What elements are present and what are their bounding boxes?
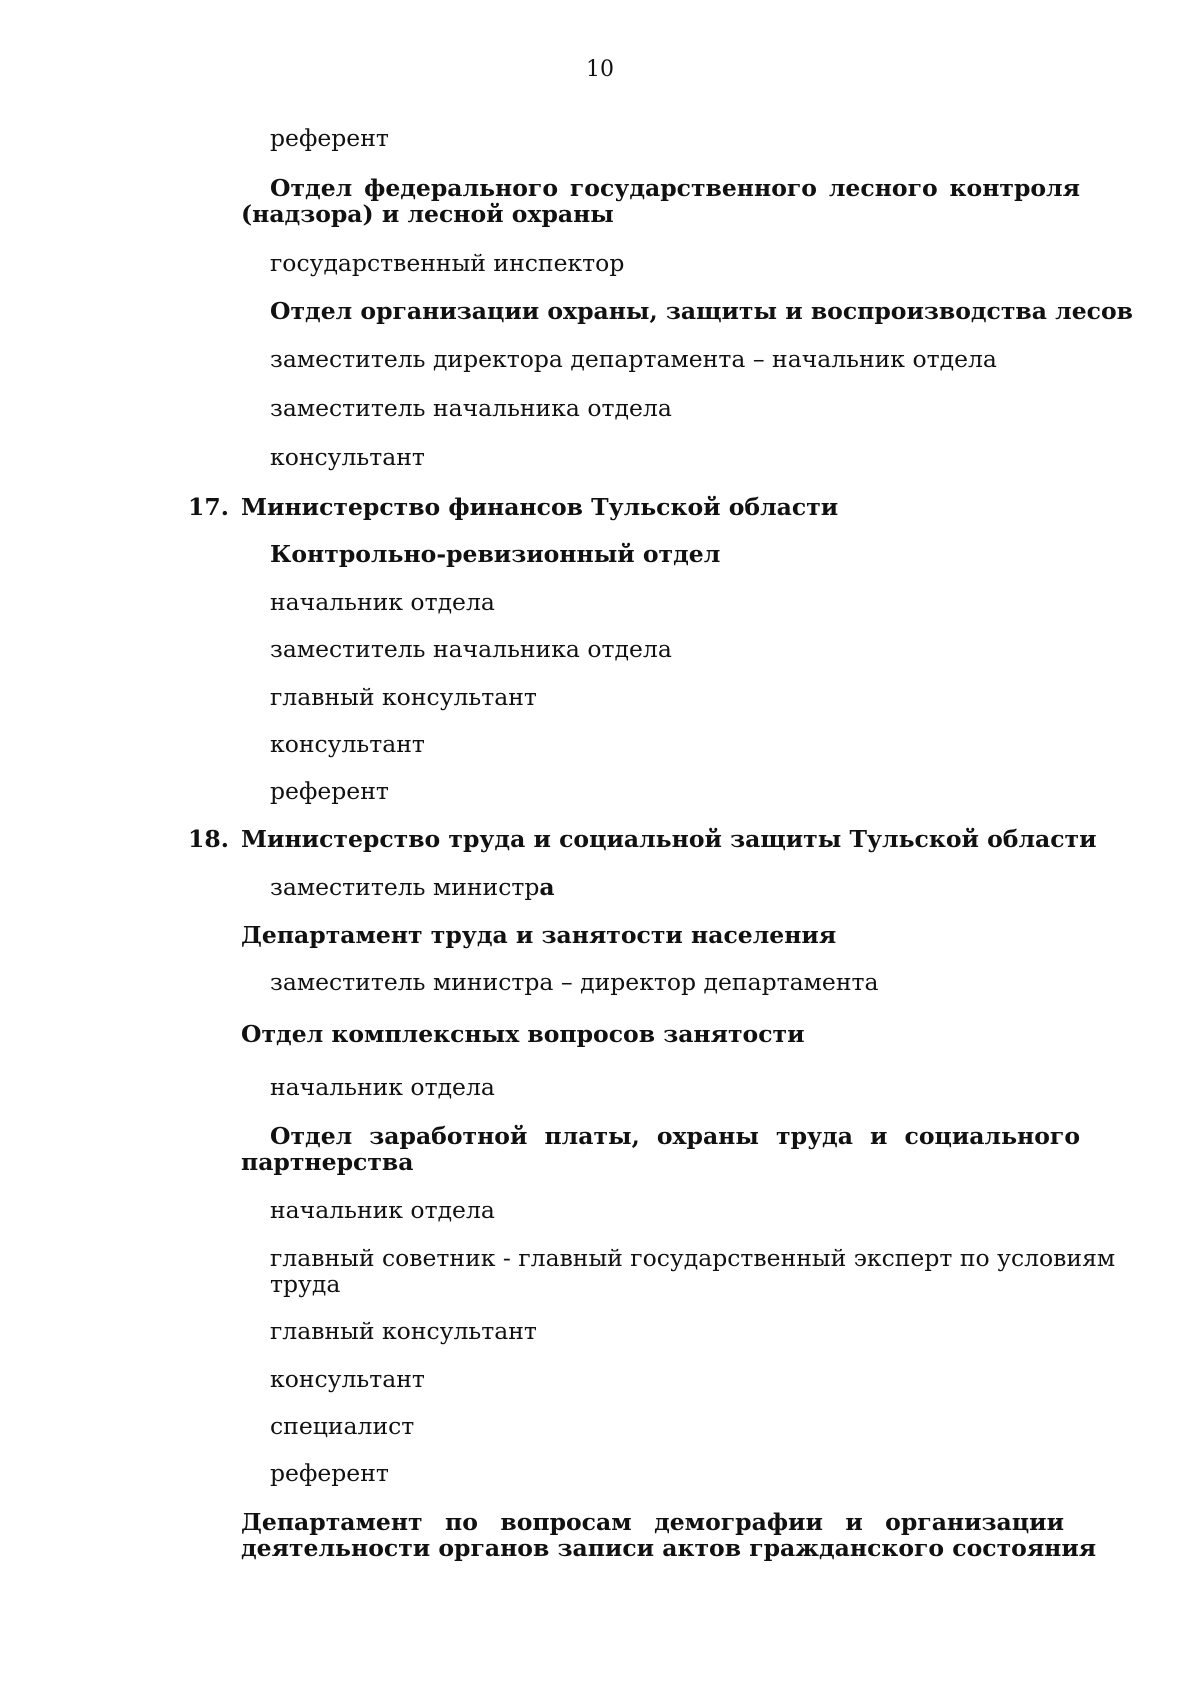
position-line: консультант xyxy=(270,443,425,471)
position-line: главный консультант xyxy=(270,1317,537,1345)
position-line: государственный инспектор xyxy=(270,249,625,277)
position-line: заместитель директора департамента – начальник отдела xyxy=(270,345,997,373)
position-line: начальник отдела xyxy=(270,1073,495,1101)
position-line: консультант xyxy=(270,730,425,758)
position-line: заместитель министра – директор департамента xyxy=(270,968,879,996)
section-heading-continuation: партнерства xyxy=(241,1148,414,1176)
position-line: начальник отдела xyxy=(270,1196,495,1224)
section-heading: Отдел федерального государственного лесного контроля xyxy=(270,174,1080,202)
position-line-continuation: труда xyxy=(270,1270,341,1298)
position-line: заместитель начальника отдела xyxy=(270,394,672,422)
position-line: референт xyxy=(270,124,389,152)
item-number: 17. xyxy=(188,493,229,521)
ministry-heading: Министерство финансов Тульской области xyxy=(241,493,839,521)
position-line: начальник отдела xyxy=(270,588,495,616)
position-line: референт xyxy=(270,777,389,805)
department-heading: Департамент по вопросам демографии и организации xyxy=(241,1508,1064,1536)
section-heading-continuation: (надзора) и лесной охраны xyxy=(241,200,614,228)
position-line: референт xyxy=(270,1459,389,1487)
page-number: 10 xyxy=(586,57,614,82)
position-line: главный советник - главный государственный эксперт по условиям xyxy=(270,1244,1116,1272)
department-heading: Департамент труда и занятости населения xyxy=(241,921,837,949)
section-heading: Отдел комплексных вопросов занятости xyxy=(241,1020,805,1048)
position-line: заместитель начальника отдела xyxy=(270,635,672,663)
position-line: заместитель министра xyxy=(270,873,555,901)
item-number: 18. xyxy=(188,825,229,853)
department-heading-continuation: деятельности органов записи актов гражданского состояния xyxy=(241,1534,1097,1562)
position-line: специалист xyxy=(270,1412,415,1440)
position-line: главный консультант xyxy=(270,683,537,711)
section-heading: Отдел организации охраны, защиты и воспроизводства лесов xyxy=(270,297,1133,325)
position-line: консультант xyxy=(270,1365,425,1393)
section-heading: Контрольно-ревизионный отдел xyxy=(270,540,721,568)
section-heading: Отдел заработной платы, охраны труда и социального xyxy=(270,1122,1080,1150)
ministry-heading: Министерство труда и социальной защиты Тульской области xyxy=(241,825,1097,853)
